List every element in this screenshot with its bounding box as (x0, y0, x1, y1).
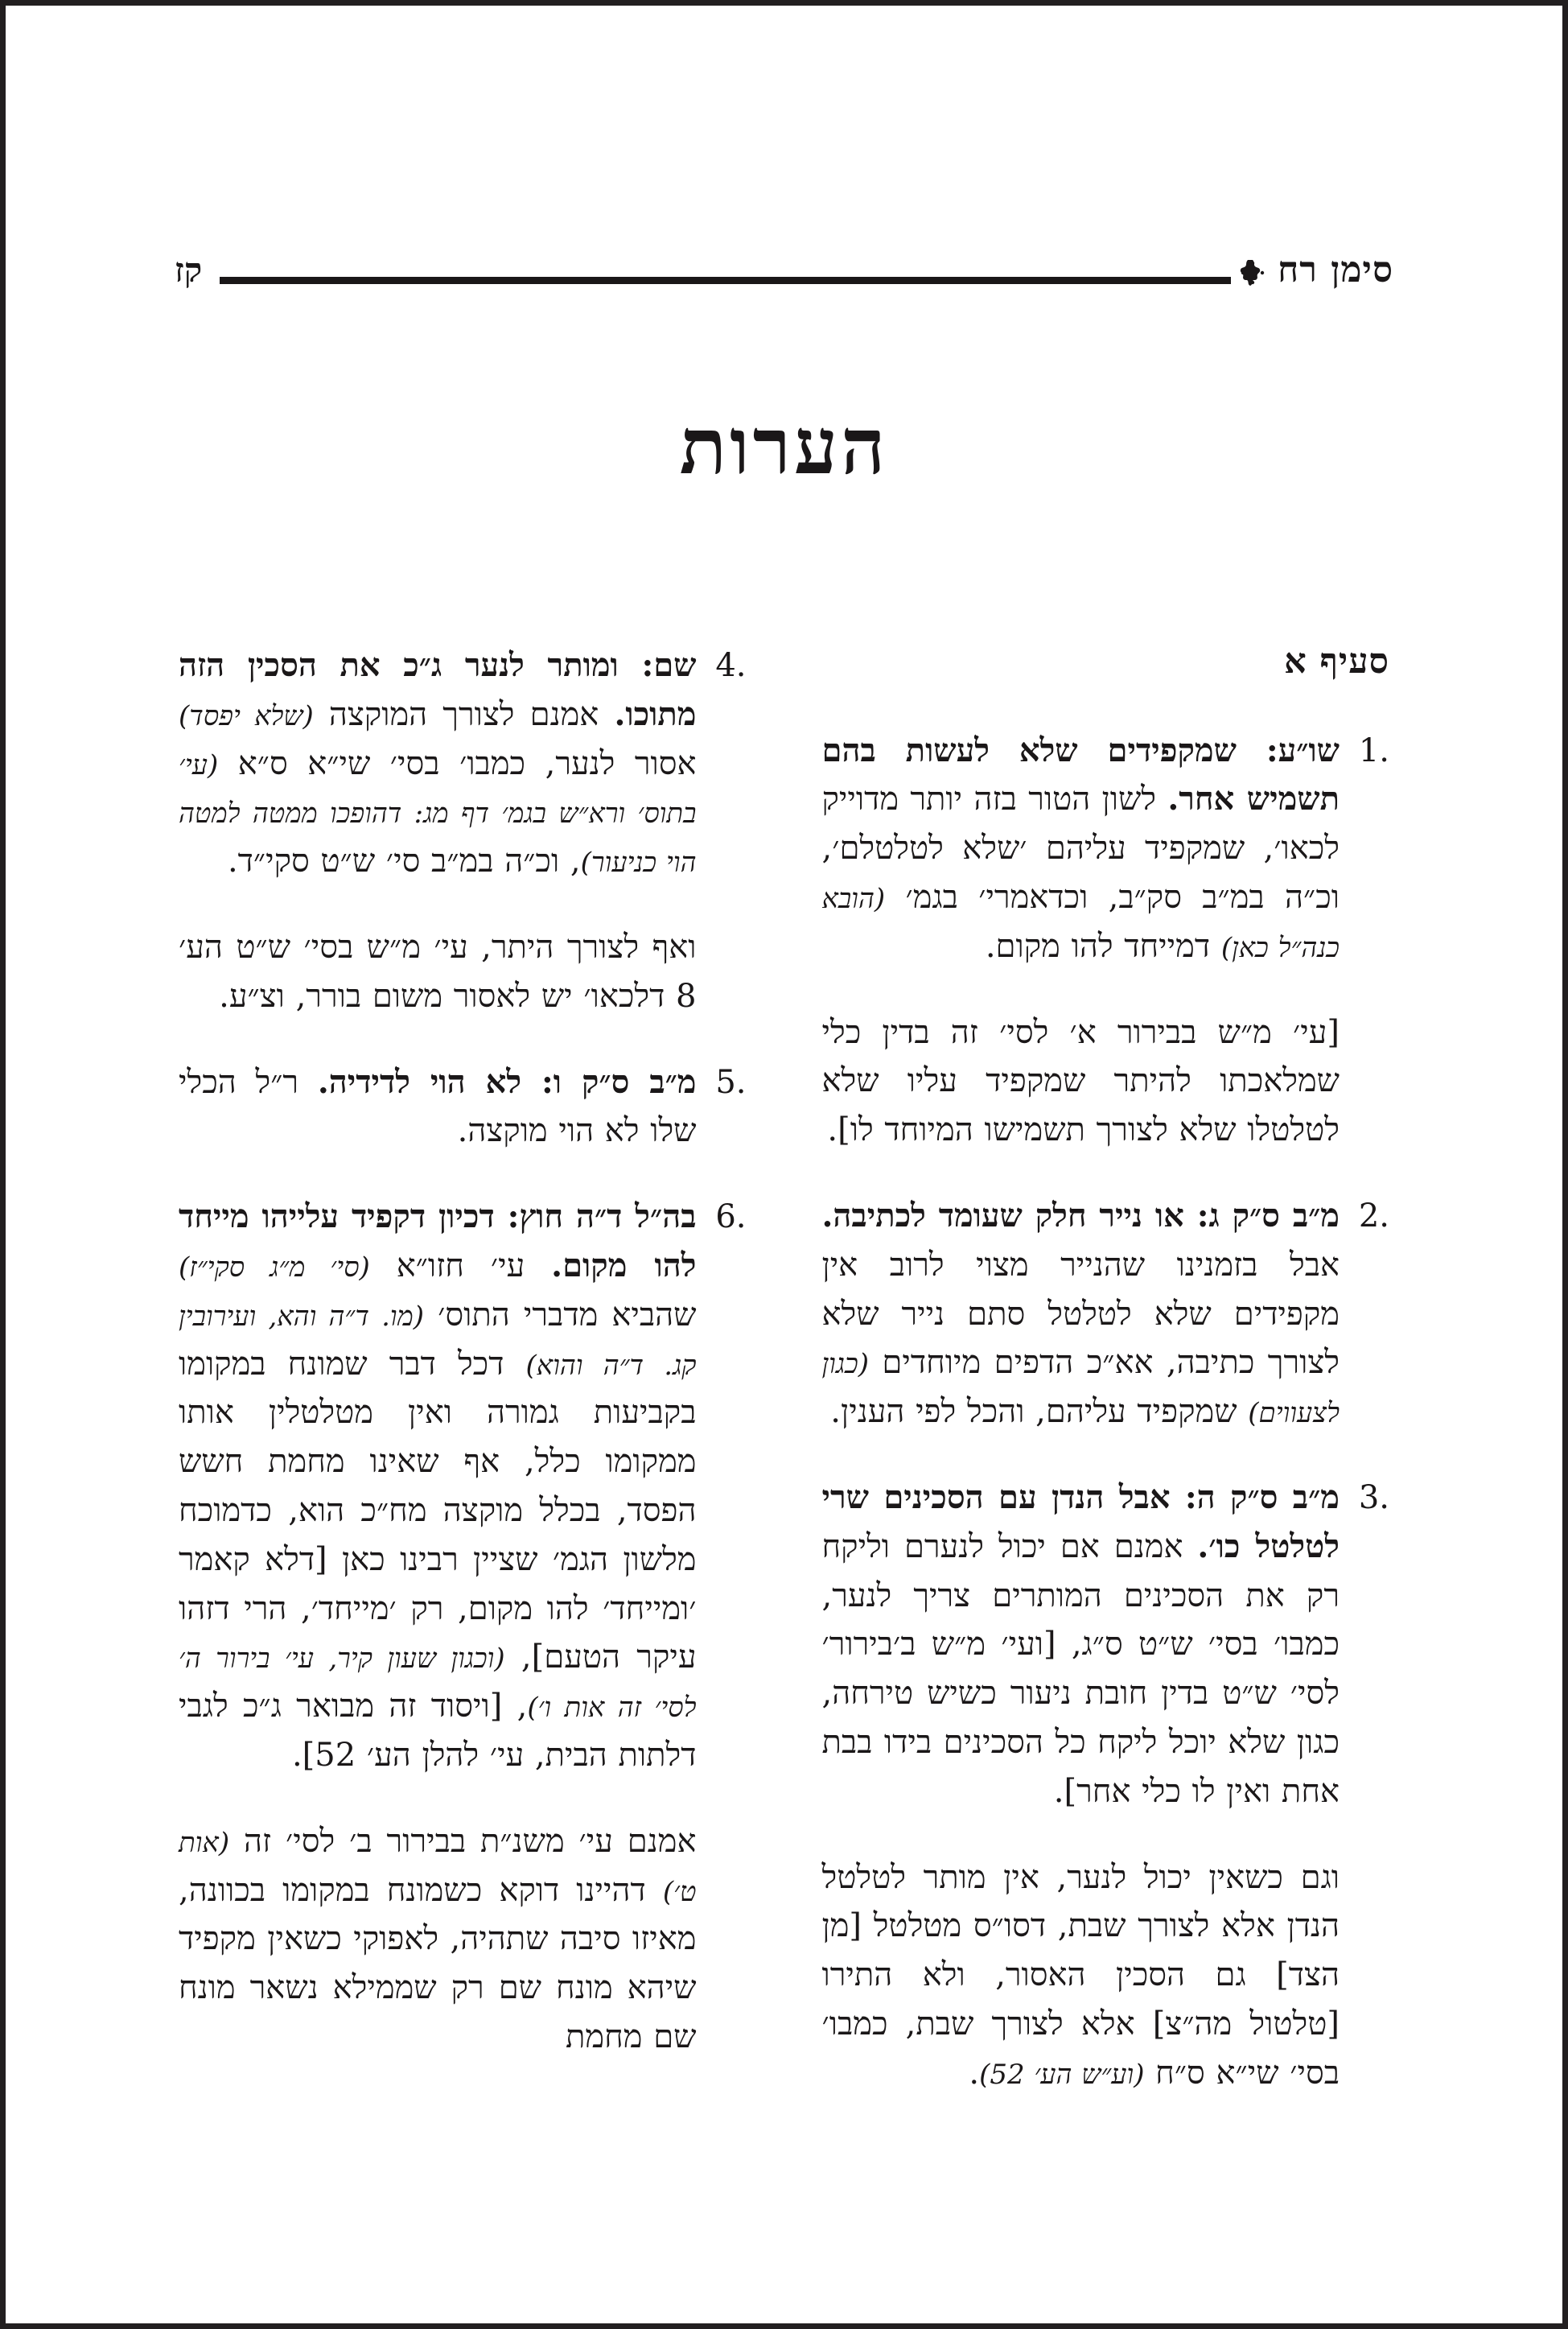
running-head (175, 241, 1393, 305)
note-body (822, 727, 1340, 1155)
note-item (822, 1474, 1390, 2098)
paragraph-gap (822, 1816, 1340, 1853)
note-paragraph (179, 1817, 697, 2062)
column-left (179, 641, 747, 2227)
rashi-citation: (מו. ד״ה והא, ועירובין קג. ד״ה והוא) (179, 1300, 697, 1382)
note-paragraph (822, 1474, 1340, 1816)
rashi-citation: (וע״ש הע׳ 52) (979, 2058, 1145, 2091)
note-text: . (969, 2054, 980, 2092)
note-text: לשון הטור בזה יותר מדוייק לכאו׳, שמקפיד עליהם ׳שלא לטלטלם׳, וכ״ה במ״ב סק״ב, וכדאמרי׳ בגמ׳ (821, 781, 1340, 916)
note-text: אמנם לצורך המוקצה (313, 695, 615, 733)
note-number: 1. (1358, 732, 1389, 769)
fleuron-ornament-icon (1239, 259, 1266, 286)
note-text: , וכ״ה במ״ב סי׳ ש״ט סקי״ד. (227, 843, 581, 880)
note-text: , [ויסוד זה מבואר ג״כ לגבי דלתות הבית, עי׳ להלן הע׳ (179, 1688, 697, 1774)
footnote-reference: 52 (315, 1736, 356, 1774)
rashi-citation: (כגון לצעווים) (821, 1348, 1340, 1430)
paragraph-gap (822, 971, 1340, 1008)
note-paragraph (822, 727, 1340, 971)
note-text: שמקפיד עליהם, והכל לפי הענין. (830, 1393, 1249, 1431)
note-number: 6. (715, 1198, 747, 1236)
note-item (179, 1193, 747, 2062)
note-text: ר״ל הכלי שלו לא הוי מוקצה. (179, 1063, 697, 1150)
note-body (179, 1058, 697, 1156)
note-paragraph: [עי׳ מ״ש בבירור א׳ לסי׳ זה בדין כלי שמלאכתו להיתר שמקפיד עליו שלא לטלטלו שלא לצורך תשמישו המיוחד לו]. (821, 1013, 1340, 1149)
paragraph-gap (179, 1780, 697, 1817)
note-paragraph (179, 641, 697, 886)
section-heading-seif-alef: סעיף א (1284, 641, 1389, 682)
note-text: שהביא מדברי התוס׳ (424, 1296, 697, 1334)
note-paragraph (179, 1193, 697, 1780)
note-text: אמנם אם יכול לנערם וליקח רק את הסכינים המותרים צריך לנער, כמבו׳ בסי׳ ש״ט ס״ג, [ועי׳ מ״ש ב׳בירור׳ לסי׳ ש״ט בדין חובת ניעור כשיש טירחה, כגון שלא יוכל ליקח כל הסכינים בידו בבת אחת ואין לו כלי אחר]. (821, 1527, 1340, 1810)
paragraph-gap (179, 886, 697, 923)
rashi-citation: (וכגון שעון קיר, עי׳ בירור ה׳ לסי׳ זה אות ו׳) (179, 1643, 697, 1725)
note-number: 3. (1358, 1478, 1389, 1516)
note-paragraph (822, 1853, 1340, 2098)
page-inner (6, 6, 1562, 2323)
body-columns (179, 641, 1389, 2227)
note-text: ]. (291, 1736, 315, 1774)
folio-number: קז (175, 250, 203, 290)
rashi-citation: (עי׳ בתוס׳ ורא״ש בגמ׳ דף מג: דהופכו ממטה למטה הוי כניעור) (179, 748, 697, 880)
rashi-citation: (שלא יפסד) (179, 699, 314, 732)
note-paragraph (179, 1058, 697, 1156)
note-number: 2. (1358, 1197, 1389, 1235)
note-text: דמייחד להו מקום. (985, 927, 1221, 965)
note-lemma: מ״ב ס״ק ה: אבל הנדן עם הסכינים שרי לטלטל כו׳. (821, 1478, 1340, 1565)
note-text: אבל בזמנינו שהנייר מצוי לרוב אין מקפידים שלא לטלטל סתם נייר שלא לצורך כתיבה, אא״כ הדפים מיוחדים (821, 1246, 1340, 1382)
note-text: אסור לנער, כמבו׳ בסי׳ שי״א ס״א (218, 744, 697, 782)
note-body (179, 1193, 697, 2062)
running-head-rule (220, 277, 1231, 284)
note-body (822, 1192, 1340, 1437)
note-lemma: מ״ב ס״ק ו: לא הוי לדידיה. (317, 1062, 697, 1101)
running-head-siman: סימן רח (1278, 249, 1393, 291)
note-paragraph (179, 923, 697, 1021)
note-number: 4. (715, 647, 747, 684)
rashi-citation: (הובא כנה״ל כאן) (821, 882, 1340, 964)
note-text: אמנם עי׳ משנ״ת בבירור ב׳ לסי׳ זה (229, 1822, 697, 1860)
column-right (822, 641, 1390, 2227)
note-lemma: בה״ל ד״ה חוץ: דכיון דקפיד עלייהו מייחד להו מקום. (179, 1197, 697, 1284)
note-item (822, 1192, 1390, 1437)
note-number: 5. (715, 1063, 747, 1101)
note-text: דהיינו דוקא כשמונח במקומו בכוונה, מאיזו סיבה שתהיה, לאפוקי כשאין מקפיד שיהא מונח שם רק שממילא נשאר מונח שם מחמת (179, 1871, 697, 2055)
note-text: דלכאו׳ יש לאסור משום בורר, וצ״ע. (219, 977, 677, 1015)
note-item (179, 1058, 747, 1156)
note-text: ואף לצורך היתר, עי׳ מ״ש בסי׳ ש״ט הע׳ (179, 928, 697, 966)
note-text: דכל דבר שמונח במקומו בקביעות גמורה ואין מטלטלין אותו ממקומו כלל, אף שאינו מחמת חשש הפסד, בכלל מוקצה מח״כ הוא, כדמוכח מלשון הגמ׳ שציין רבינו כאן [דלא קאמר ׳ומייחד׳ להו מקום, רק ׳מייחד׳, הרי דזהו עיקר הטעם], (179, 1345, 697, 1676)
note-lemma: מ״ב ס״ק ג: או נייר חלק שעומד לכתיבה. (821, 1196, 1340, 1235)
note-lemma: שם: ומותר לנער ג״כ את הסכין הזה מתוכו. (179, 646, 697, 733)
rashi-citation: (סי׳ מ״ג סקי״ז) (179, 1251, 370, 1284)
footnote-reference: 8 (676, 977, 697, 1015)
note-body (179, 641, 697, 1021)
page-title: הערות (679, 401, 889, 492)
note-body (822, 1474, 1340, 2098)
note-item (179, 641, 747, 1021)
note-text: וגם כשאין יכול לנער, אין מותר לטלטל הנדן אלא לצורך שבת, דסו״ס מטלטל [מן הצד] גם הסכין האסור, ולא התירו [טלטול מה״צ] אלא לצורך שבת, כמבו׳ בסי׳ שי״א ס״ח (821, 1858, 1340, 2092)
note-paragraph (822, 1192, 1340, 1437)
rashi-citation: (אות ט׳) (179, 1826, 697, 1908)
note-item (822, 727, 1390, 1155)
note-lemma: שו״ע: שמקפידים שלא לעשות בהם תשמיש אחר. (821, 731, 1340, 818)
note-text: עי׳ חזו״א (369, 1247, 552, 1284)
